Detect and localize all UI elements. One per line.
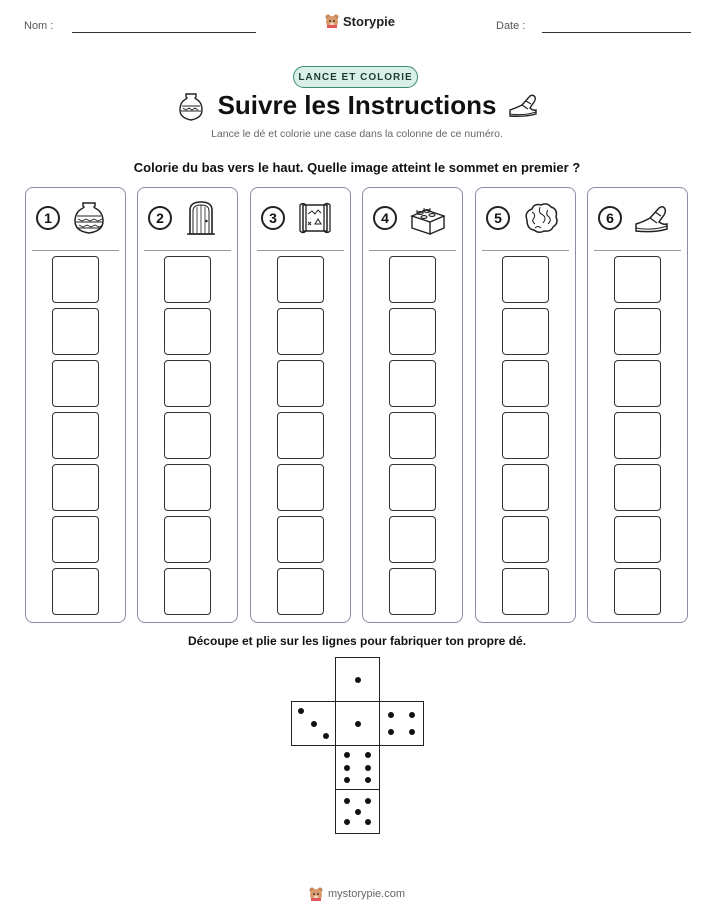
page-subtitle: Lance le dé et colorie une case dans la colonne de ce numéro. (211, 128, 503, 140)
footer-url[interactable]: mystorypie.com (328, 888, 406, 900)
dice-pip (388, 729, 394, 735)
column-number: 6 (598, 206, 622, 230)
color-cell[interactable] (502, 464, 549, 511)
dice-pip (344, 752, 350, 758)
color-cell[interactable] (614, 360, 661, 407)
dice-pip (365, 765, 371, 771)
color-cell[interactable] (52, 308, 99, 355)
dice-pip (365, 819, 371, 825)
color-cell[interactable] (389, 464, 436, 511)
dice-pip (298, 708, 304, 714)
date-line[interactable] (542, 32, 691, 33)
color-cell[interactable] (389, 516, 436, 563)
color-cell[interactable] (164, 360, 211, 407)
color-cell[interactable] (502, 360, 549, 407)
dice-face-3 (291, 701, 336, 746)
sandal-icon (634, 200, 670, 236)
activity-badge: LANCE ET COLORIE (293, 66, 418, 88)
color-cell[interactable] (502, 308, 549, 355)
color-cell[interactable] (164, 412, 211, 459)
color-cell[interactable] (614, 464, 661, 511)
color-cell[interactable] (502, 256, 549, 303)
dice-face-4 (379, 701, 424, 746)
color-cell[interactable] (52, 412, 99, 459)
color-cell[interactable] (277, 256, 324, 303)
color-cell[interactable] (389, 308, 436, 355)
color-cell[interactable] (164, 464, 211, 511)
color-cell[interactable] (164, 568, 211, 615)
dice-face-6 (335, 745, 380, 790)
column-divider (482, 250, 569, 251)
color-cell[interactable] (52, 516, 99, 563)
coloring-instruction: Colorie du bas vers le haut. Quelle image atteint le sommet en premier ? (133, 160, 581, 175)
color-cell[interactable] (277, 568, 324, 615)
column-5 (475, 187, 576, 623)
color-cell[interactable] (389, 412, 436, 459)
dice-pip (355, 809, 361, 815)
bear-logo-icon (308, 886, 324, 902)
column-divider (594, 250, 681, 251)
brand-name: Storypie (343, 13, 396, 29)
dice-pip (344, 777, 350, 783)
dice-pip (409, 729, 415, 735)
color-cell[interactable] (52, 360, 99, 407)
color-cell[interactable] (52, 256, 99, 303)
dice-pip (355, 677, 361, 683)
dice-pip (388, 712, 394, 718)
name-line[interactable] (72, 32, 256, 33)
vase-icon (72, 200, 108, 236)
sandal-icon (508, 92, 538, 118)
color-cell[interactable] (389, 360, 436, 407)
door-icon (184, 200, 220, 236)
dice-pip (344, 819, 350, 825)
column-number: 3 (261, 206, 285, 230)
dice-pip (311, 721, 317, 727)
color-cell[interactable] (502, 412, 549, 459)
date-label: Date : (496, 20, 526, 32)
dice-pip (365, 752, 371, 758)
dice-pip (344, 798, 350, 804)
color-cell[interactable] (164, 516, 211, 563)
dice-face-5 (335, 789, 380, 834)
dice-pip (323, 733, 329, 739)
page-title: Suivre les Instructions (217, 90, 497, 120)
color-cell[interactable] (164, 256, 211, 303)
dice-face-1 (335, 701, 380, 746)
column-4 (362, 187, 463, 623)
dice-pip (344, 765, 350, 771)
column-divider (144, 250, 231, 251)
column-1 (25, 187, 126, 623)
color-cell[interactable] (614, 516, 661, 563)
color-cell[interactable] (389, 568, 436, 615)
column-number: 4 (373, 206, 397, 230)
color-cell[interactable] (52, 568, 99, 615)
lego-brick-icon (409, 200, 445, 236)
footer (308, 886, 405, 902)
color-cell[interactable] (277, 516, 324, 563)
map-scroll-icon (297, 200, 333, 236)
color-cell[interactable] (614, 308, 661, 355)
color-cell[interactable] (502, 516, 549, 563)
dice-face-1 (335, 657, 380, 702)
color-cell[interactable] (52, 464, 99, 511)
column-divider (369, 250, 456, 251)
dice-pip (355, 721, 361, 727)
brain-icon (522, 200, 558, 236)
color-cell[interactable] (277, 360, 324, 407)
name-label: Nom : (24, 20, 54, 32)
color-cell[interactable] (277, 308, 324, 355)
dice-instruction: Découpe et plie sur les lignes pour fabriquer ton propre dé. (187, 634, 527, 648)
color-cell[interactable] (277, 464, 324, 511)
column-number: 2 (148, 206, 172, 230)
color-cell[interactable] (614, 256, 661, 303)
color-cell[interactable] (614, 568, 661, 615)
dice-pip (365, 777, 371, 783)
column-number: 5 (486, 206, 510, 230)
column-2 (137, 187, 238, 623)
column-number: 1 (36, 206, 60, 230)
dice-pip (409, 712, 415, 718)
color-cell[interactable] (614, 412, 661, 459)
column-3 (250, 187, 351, 623)
column-divider (32, 250, 119, 251)
color-cell[interactable] (502, 568, 549, 615)
column-6 (587, 187, 688, 623)
color-cell[interactable] (277, 412, 324, 459)
column-divider (257, 250, 344, 251)
color-cell[interactable] (389, 256, 436, 303)
dice-pip (365, 798, 371, 804)
color-cell[interactable] (164, 308, 211, 355)
bear-logo-icon (324, 13, 340, 29)
brand-logo (324, 13, 395, 29)
